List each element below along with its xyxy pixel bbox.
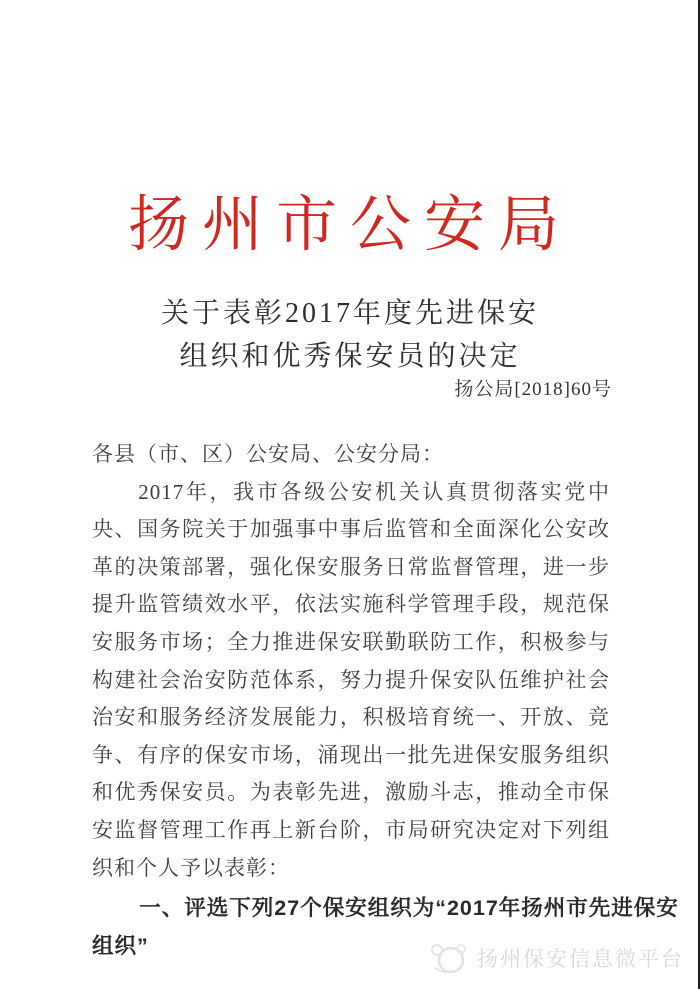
watermark [427, 938, 684, 978]
document-number: 扬公局[2018]60号 [454, 379, 612, 400]
section1-heading-line1: 一、评选下列27个保安组织为“2017年扬州市先进保安 [139, 896, 679, 921]
document-title-line1: 关于表彰2017年度先进保安 [160, 298, 539, 329]
watermark-text: 扬州保安信息微平台 [477, 948, 684, 971]
body-paragraph: 2017年，我市各级公安机关认真贯彻落实党中央、国务院关于加强事中事后监管和全面深化公安改革的决策部署，强化保安服务日常监督管理，进一步提升监管绩效水平，依法实施科学管理手段，规范保安服务市场；全力推进保安联勤联防工作，积极参与构建社会治安防范体系，努力提升保安队伍维护社会治安和服务经济发展能力，积极培育统一、开放、竞争、有序的保安市场，涌现出一批先进保安服务组织和优秀保安员。为表彰先进，激励斗志，推动全市保安监督管理工作再上新台阶，市局研究决定对下列组织和个人予以表彰： [92, 479, 610, 880]
section1-heading-line2: 组织” [92, 933, 149, 958]
document-title-line2: 组织和优秀保安员的决定 [179, 341, 521, 372]
agency-title: 扬州市公安局 [127, 192, 572, 259]
salutation-line: 各县（市、区）公安局、公安分局： [92, 442, 444, 466]
panda-logo-icon [427, 938, 469, 978]
document-title [0, 292, 700, 378]
